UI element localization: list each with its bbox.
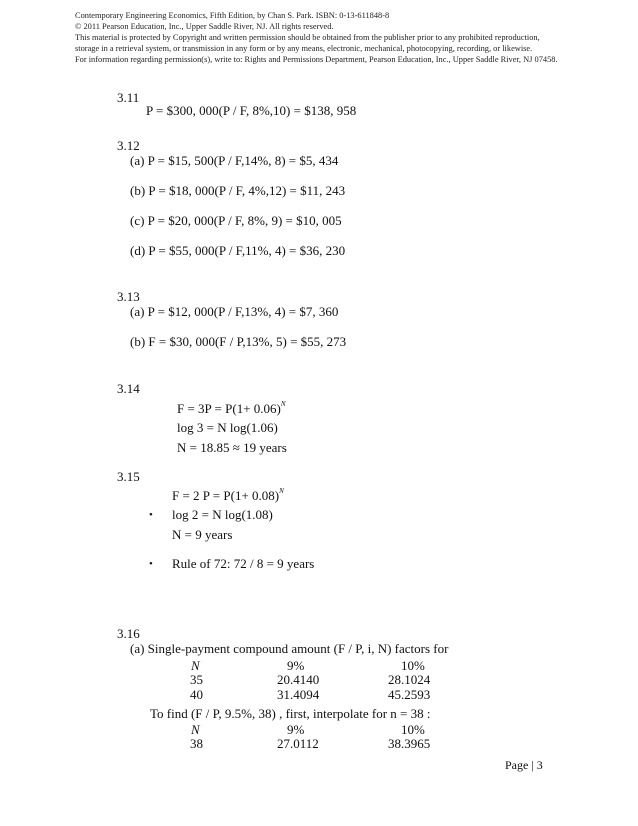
equation: N = 9 years: [172, 527, 233, 542]
equation: (a) P = $12, 000(P / F,13%, 4) = $7, 360: [130, 304, 339, 319]
exponent: N: [279, 487, 284, 495]
bullet: •: [149, 558, 153, 570]
equation: Rule of 72: 72 / 8 = 9 years: [172, 556, 315, 571]
equation: [177, 400, 286, 417]
header-line: For information regarding permission(s), write to: Rights and Permissions Department, Pearson Education, Inc., Upper Saddle River, NJ 07458.: [75, 55, 558, 64]
table-cell: 31.4094: [277, 687, 320, 702]
equation: N = 18.85 ≈ 19 years: [177, 440, 287, 455]
table-cell: 28.1024: [388, 672, 431, 687]
equation: P = $300, 000(P / F, 8%,10) = $138, 958: [146, 103, 357, 118]
equation-text: F = 2 P = P(1+ 0.08): [172, 488, 280, 503]
equation: (a) P = $15, 500(P / F,14%, 8) = $5, 434: [130, 153, 339, 168]
equation: (c) P = $20, 000(P / F, 8%, 9) = $10, 005: [130, 213, 342, 228]
equation: [172, 487, 284, 504]
problem-number: 3.13: [117, 289, 140, 304]
table-header: 10%: [401, 722, 425, 737]
table-cell: 20.4140: [277, 672, 320, 687]
problem-statement: (a) Single-payment compound amount (F / P, i, N) factors for: [130, 641, 449, 656]
table-cell: 45.2593: [388, 687, 431, 702]
header-line: Contemporary Engineering Economics, Fifth Edition, by Chan S. Park. ISBN: 0-13-611848-8: [75, 11, 390, 20]
interpolation-text: To find (F / P, 9.5%, 38) , first, interpolate for n = 38 :: [150, 706, 431, 721]
table-header: N: [191, 658, 200, 673]
problem-number: 3.11: [117, 90, 140, 105]
equation: (d) P = $55, 000(P / F,11%, 4) = $36, 230: [130, 243, 346, 258]
table-cell: 38: [190, 736, 203, 751]
equation: log 2 = N log(1.08): [172, 507, 273, 522]
header-line: storage in a retrieval system, or transmission in any form or by any means, electronic, mechanical, photocopying, recording, or likewise.: [75, 44, 533, 53]
table-header: 9%: [287, 722, 305, 737]
problem-number: 3.15: [117, 469, 140, 484]
exponent: N: [280, 400, 286, 408]
table-header: 10%: [401, 658, 425, 673]
problem-number: 3.12: [117, 138, 140, 153]
equation: log 3 = N log(1.06): [177, 420, 278, 435]
header-line: © 2011 Pearson Education, Inc., Upper Saddle River, NJ. All rights reserved.: [75, 22, 334, 31]
copyright-header: [75, 10, 595, 65]
table-cell: 35: [190, 672, 203, 687]
problem-number: 3.16: [117, 626, 140, 641]
table-cell: 40: [190, 687, 203, 702]
header-line: This material is protected by Copyright and written permission should be obtained from the publisher prior to any prohibited reproduction,: [75, 33, 540, 42]
table-cell: 27.0112: [277, 736, 319, 751]
bullet: •: [149, 509, 153, 521]
page-number: Page | 3: [505, 758, 543, 772]
equation-text: F = 3P = P(1+ 0.06): [177, 401, 281, 416]
table-header: 9%: [287, 658, 305, 673]
problem-number: 3.14: [117, 381, 140, 396]
equation: (b) F = $30, 000(F / P,13%, 5) = $55, 273: [130, 334, 347, 349]
table-header: N: [191, 722, 200, 737]
table-cell: 38.3965: [388, 736, 431, 751]
equation: (b) P = $18, 000(P / F, 4%,12) = $11, 243: [130, 183, 346, 198]
